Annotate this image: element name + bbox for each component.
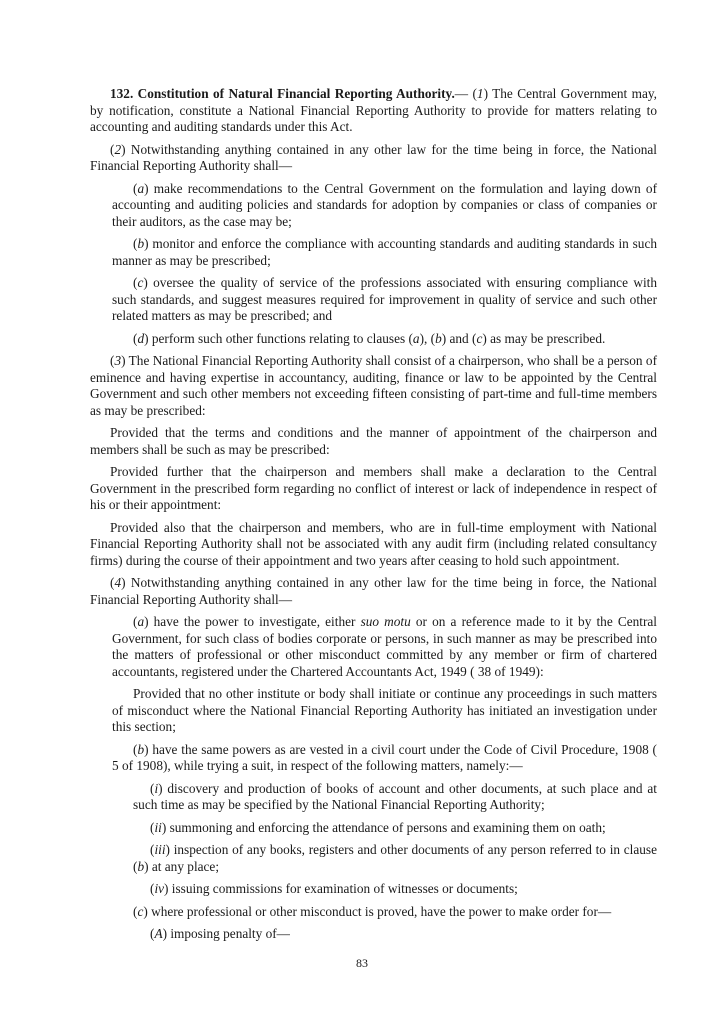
subsection-text: ) Notwithstanding anything contained in any other law for the time being in force, the National Financial Reporting Authority shall— xyxy=(90,575,657,607)
subsection-1 xyxy=(90,86,657,136)
clause-b: (b) have the same powers as are vested in a civil court under the Code of Civil Procedure, 1908 ( 5 of 1908), while trying a suit, in respect of the following matters, namely:— xyxy=(112,741,657,773)
clause-c: (c) where professional or other misconduct is proved, have the power to make order for— xyxy=(133,903,612,919)
subclause-text: ) inspection of any books, registers and other documents of any person referred to in clause ( xyxy=(133,842,657,874)
subclause-id: iii xyxy=(154,842,166,857)
subclause-id: i xyxy=(154,780,159,796)
clause-text: ) have the power to investigate, either xyxy=(144,614,361,629)
subclause-text: ) issuing commissions for examination of witnesses or documents; xyxy=(164,881,518,896)
subclause-iv: (iv) issuing commissions for examination of witnesses or documents; xyxy=(150,881,518,896)
subclause-id: ii xyxy=(154,819,162,835)
subsection-3: (3) The National Financial Reporting Authority shall consist of a chairperson, who shall be a person of eminence and having expertise in accountancy, auditing, finance or law to be appointed by the Central Government and such other members not exceeding fifteen consisting of part-time and full-time members as may be prescribed: xyxy=(90,353,657,418)
proviso: Provided that the terms and conditions and the manner of appointment of the chairperson and members shall be such as may be prescribed: xyxy=(90,425,657,457)
clause-id: b xyxy=(137,741,145,757)
clause-text: ) perform such other functions relating to clauses ( xyxy=(144,330,413,346)
clause-c: (c) oversee the quality of service of the professions associated with ensuring compliance with such standards, and suggest measures required for improvement in quality of service and such other related matters as may be prescribed; and xyxy=(112,275,657,323)
clause-text: ) and ( xyxy=(441,330,477,346)
subsection-number: 1 xyxy=(476,86,484,101)
clause-id: b xyxy=(137,236,145,251)
subsection-4: (4) Notwithstanding anything contained in any other law for the time being in force, the National Financial Reporting Authority shall— xyxy=(90,575,657,607)
subclause-ii: (ii) summoning and enforcing the attendance of persons and examining them on oath; xyxy=(150,819,606,835)
subclause-iii: (iii) inspection of any books, registers and other documents of any person referred to in clause (b) at any place; xyxy=(133,842,657,874)
subclause-text: ) at any place; xyxy=(144,858,220,874)
subclause-i: (i) discovery and production of books of account and other documents, at such place and at such time as may be specified by the National Financial Reporting Authority; xyxy=(133,780,657,812)
clause-ref: b xyxy=(137,858,145,874)
clause-b: (b) monitor and enforce the compliance with accounting standards and auditing standards in such manner as may be prescribed; xyxy=(112,236,657,268)
clause-text: ) as may be prescribed. xyxy=(482,330,606,346)
item-A: (A) imposing penalty of— xyxy=(150,926,290,941)
subsection-number: 3 xyxy=(114,353,122,368)
subsection-number: 4 xyxy=(114,575,122,590)
item-id: A xyxy=(154,926,163,941)
subclause-text: ) discovery and production of books of account and other documents, at such place and at such time as may be specified by the National Financial Reporting Authority; xyxy=(133,780,657,812)
proviso: Provided further that the chairperson and members shall make a declaration to the Central Government in the prescribed form regarding no conflict of interest or lack of independence in respect of his or their appointment: xyxy=(90,464,657,512)
italic-term: suo motu xyxy=(360,614,411,629)
clause-text: ) make recommendations to the Central Government on the formulation and laying down of accounting and auditing policies and standards for adoption by companies or class of companies or their auditors, as the case may be; xyxy=(112,180,657,229)
clause-text: ), ( xyxy=(419,330,436,346)
proviso: Provided also that the chairperson and members, who are in full-time employment with National Financial Reporting Authority shall not be associated with any audit firm (including related consultancy firms) during the course of their appointment and two years after ceasing to hold such appointment. xyxy=(90,519,657,568)
clause-id: a xyxy=(137,614,145,629)
subclause-text: ) summoning and enforcing the attendance of persons and examining them on oath; xyxy=(161,819,606,835)
clause-id: c xyxy=(137,275,144,290)
page-number: 83 xyxy=(356,956,368,970)
clause-a: (a) make recommendations to the Central Government on the formulation and laying down of accounting and auditing policies and standards for adoption by companies or class of companies or their auditors, as the case may be; xyxy=(112,180,657,229)
clause-id: c xyxy=(137,903,144,919)
clause-text: or on a reference made to it by the Central Government, for such class of bodies corporate or persons, in such manner as may be prescribed into the matters of professional or other misconduct committed by any member or firm of chartered accountants, registered under the Chartered Accountants Act, 1949 ( 38 of 1949): xyxy=(112,614,658,679)
subsection-number: 2 xyxy=(114,141,122,157)
subsection-2: (2) Notwithstanding anything contained in any other law for the time being in force, the National Financial Reporting Authority shall— xyxy=(90,141,657,173)
proviso: Provided that no other institute or body shall initiate or continue any proceedings in such matters of misconduct where the National Financial Reporting Authority has initiated an investigation under this section; xyxy=(112,686,657,734)
clause-text: ) monitor and enforce the compliance with accounting standards and auditing standards in such manner as may be prescribed; xyxy=(112,236,657,268)
subsection-text: ) The National Financial Reporting Authority shall consist of a chairperson, who shall be a person of eminence and having expertise in accountancy, auditing, finance or law to be appointed by the Central Government and such other members not exceeding fifteen consisting of part-time and full-time members as may be prescribed: xyxy=(90,353,657,418)
clause-ref: c xyxy=(476,330,483,346)
clause-id: a xyxy=(137,180,145,196)
clause-ref: a xyxy=(412,330,420,346)
clause-text: ) oversee the quality of service of the professions associated with ensuring compliance with such standards, and suggest measures required for improvement in quality of service and such other related matters as may be prescribed; and xyxy=(112,275,657,323)
clause-d: (d) perform such other functions relating to clauses (a), (b) and (c) as may be prescribed. xyxy=(133,330,606,346)
clause-ref: b xyxy=(435,330,442,346)
item-text: ) imposing penalty of— xyxy=(162,926,290,941)
section-title: 132. Constitution of Natural Financial Reporting Authority. xyxy=(110,86,455,101)
clause-id: d xyxy=(137,330,145,346)
subsection-dash: — ( xyxy=(454,86,477,101)
section-132 xyxy=(90,86,657,943)
clause-a: (a) have the power to investigate, either suo motu or on a reference made to it by the Central Government, for such class of bodies corporate or persons, in such manner as may be prescribed into the matters of professional or other misconduct committed by any member or firm of chartered accountants, registered under the Chartered Accountants Act, 1949 ( 38 of 1949): xyxy=(112,614,658,679)
clause-text: ) have the same powers as are vested in a civil court under the Code of Civil Procedure, 1908 ( 5 of 1908), while trying a suit, in respect of the following matters, namely:— xyxy=(112,741,657,773)
subclause-id: iv xyxy=(154,881,165,896)
subsection-text: ) Notwithstanding anything contained in any other law for the time being in force, the National Financial Reporting Authority shall— xyxy=(90,141,657,173)
subsection-text: ) The Central Government may, by notification, constitute a National Financial Reporting Authority to provide for matters relating to accounting and auditing standards under this Act. xyxy=(90,86,657,134)
clause-text: ) where professional or other misconduct is proved, have the power to make order for— xyxy=(143,903,612,919)
